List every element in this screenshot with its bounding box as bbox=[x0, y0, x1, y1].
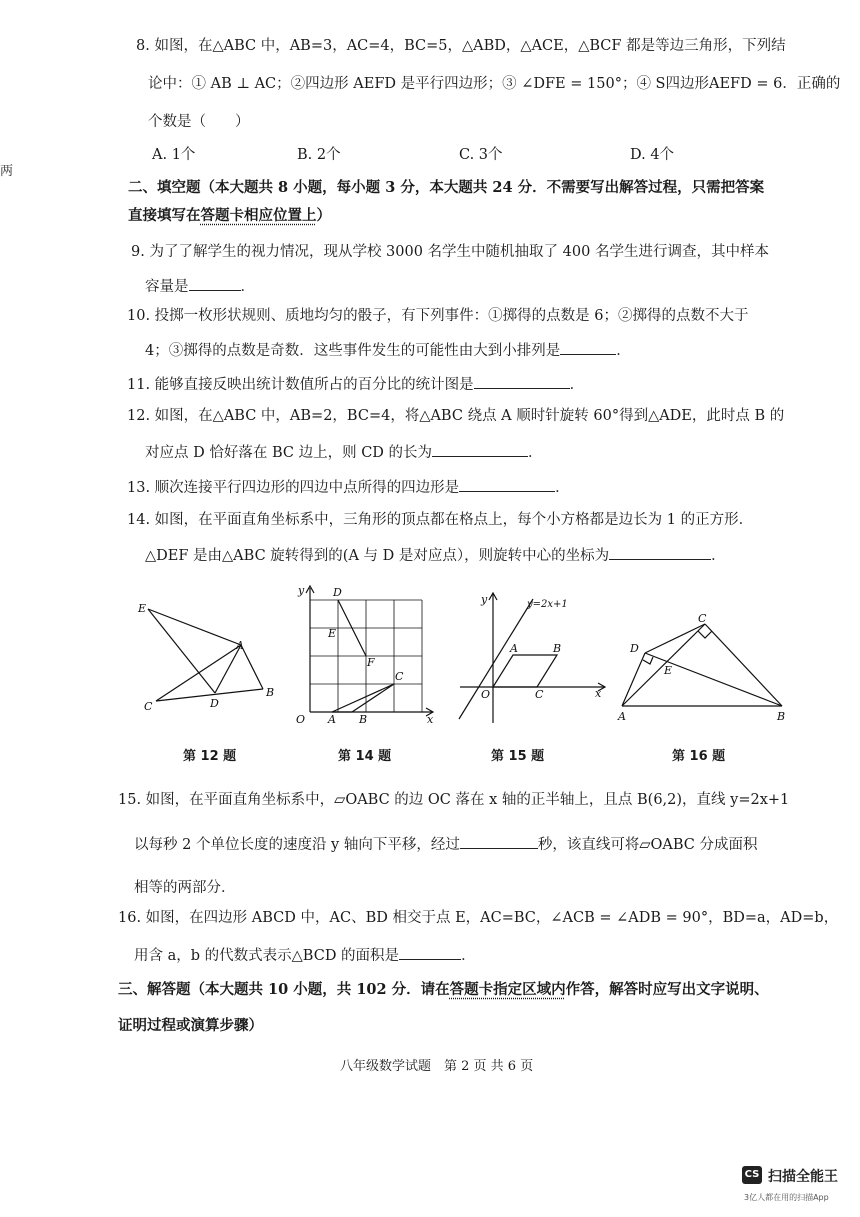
q10-answer-blank[interactable] bbox=[560, 340, 616, 355]
fig16-label-b: B bbox=[777, 710, 786, 723]
fig12-edge-ab bbox=[241, 645, 263, 689]
margin-char: 两 bbox=[0, 164, 14, 179]
q16-answer-blank[interactable] bbox=[399, 945, 461, 960]
q12-line1: 12. 如图，在△ABC 中，AB=2，BC=4，将△ABC 绕点 A 顺时针旋转 60°得到△ADE，此时点 B 的 bbox=[127, 408, 785, 424]
fig15-label-b: B bbox=[553, 642, 562, 655]
fig14-label-e: E bbox=[328, 627, 337, 640]
q8-line3: 个数是（ ） bbox=[148, 114, 250, 130]
q11-line1: 11. 能够直接反映出统计数值所占的百分比的统计图是 ． bbox=[127, 374, 584, 395]
fig14-label-y: y bbox=[298, 584, 305, 597]
figure-14 bbox=[292, 580, 442, 725]
q9-line2: 容量是 ． bbox=[145, 276, 255, 297]
fig16-edge-cb bbox=[705, 624, 782, 706]
fig15-label-line: y=2x+1 bbox=[527, 599, 568, 610]
fig15-caption: 第 15 题 bbox=[491, 749, 545, 764]
fig15-parallelogram bbox=[493, 655, 557, 687]
fig12-label-b: B bbox=[266, 686, 275, 699]
q8-line2: 论中：① AB ⊥ AC；②四边形 AEFD 是平行四边形；③ ∠DFE = 150°；④ S四边形AEFD = 6．正确的 bbox=[148, 76, 841, 92]
q11-answer-blank[interactable] bbox=[474, 374, 570, 389]
fig16-label-a: A bbox=[618, 710, 626, 723]
fig12-caption: 第 12 题 bbox=[183, 749, 237, 764]
q8-option-b: B. 2个 bbox=[297, 147, 341, 163]
fig16-edge-dc bbox=[645, 624, 705, 653]
fig14-label-o: O bbox=[296, 713, 306, 725]
q12-answer-blank[interactable] bbox=[432, 442, 528, 457]
fig14-label-b: B bbox=[359, 713, 368, 725]
figure-16 bbox=[612, 602, 792, 727]
fig12-label-c: C bbox=[144, 700, 153, 713]
fig14-label-x: x bbox=[427, 713, 434, 725]
q8-option-c: C. 3个 bbox=[459, 147, 503, 163]
q14-answer-blank[interactable] bbox=[609, 545, 711, 560]
q14-line2: △DEF 是由△ABC 旋转得到的(A 与 D 是对应点），则旋转中心的坐标为 ． bbox=[145, 545, 726, 566]
camscanner-name: 扫描全能王 bbox=[768, 1169, 838, 1185]
q13-answer-blank[interactable] bbox=[459, 477, 555, 492]
fig14-label-d: D bbox=[333, 586, 342, 599]
fig12-edge-ad bbox=[215, 645, 241, 693]
figure-15 bbox=[455, 585, 610, 725]
camscanner-logo: CS bbox=[742, 1166, 762, 1184]
q8-option-a: A. 1个 bbox=[152, 147, 196, 163]
fig12-label-a: A bbox=[236, 639, 244, 652]
fig15-label-c: C bbox=[535, 688, 544, 701]
q9-answer-blank[interactable] bbox=[189, 276, 241, 291]
page-footer: 八年级数学试题 第 2 页 共 6 页 bbox=[340, 1059, 534, 1074]
figure-12 bbox=[130, 592, 290, 722]
fig14-label-a: A bbox=[328, 713, 336, 725]
q16-line2: 用含 a，b 的代数式表示△BCD 的面积是 ． bbox=[134, 945, 476, 966]
q8-option-d: D. 4个 bbox=[630, 147, 675, 163]
q10-line2: 4；③掷得的点数是奇数．这些事件发生的可能性由大到小排列是 ． bbox=[145, 340, 631, 361]
fig16-right-angle-c bbox=[698, 631, 712, 638]
fig16-edge-db bbox=[645, 653, 782, 706]
section3-heading-line1: 三、解答题（本大题共 10 小题，共 102 分．请在答题卡指定区域内作答，解答时应写出文字说明、 bbox=[118, 981, 769, 998]
camscanner-slogan: 3亿人都在用的扫描App bbox=[744, 1193, 829, 1202]
fig16-label-c: C bbox=[698, 612, 707, 625]
q15-line3: 相等的两部分． bbox=[134, 880, 236, 896]
q15-line2: 以每秒 2 个单位长度的速度沿 y 轴向下平移，经过 秒，该直线可将▱OABC 分成面积 bbox=[134, 834, 758, 855]
q13-line1: 13. 顺次连接平行四边形的四边中点所得的四边形是 ． bbox=[127, 477, 570, 498]
fig16-label-d: D bbox=[630, 642, 639, 655]
q12-line2: 对应点 D 恰好落在 BC 边上，则 CD 的长为 ． bbox=[145, 442, 543, 463]
fig14-label-f: F bbox=[367, 656, 375, 669]
q8-line1: 8. 如图，在△ABC 中，AB=3，AC=4，BC=5，△ABD，△ACE，△BCF 都是等边三角形，下列结 bbox=[136, 38, 786, 54]
fig16-label-e: E bbox=[664, 664, 673, 677]
fig12-label-d: D bbox=[210, 697, 219, 710]
q16-line1: 16. 如图，在四边形 ABCD 中，AC、BD 相交于点 E，AC=BC，∠ACB = ∠ADB = 90°，BD=a，AD=b， bbox=[118, 910, 839, 926]
fig14-label-c: C bbox=[395, 670, 404, 683]
section2-heading-line2: 直接填写在答题卡相应位置上） bbox=[128, 207, 331, 224]
fig15-label-a: A bbox=[510, 642, 518, 655]
fig16-right-angle-d bbox=[643, 657, 653, 664]
q10-line1: 10. 投掷一枚形状规则、质地均匀的骰子，有下列事件：①掷得的点数是 6；②掷得的点数不大于 bbox=[127, 308, 749, 324]
fig15-label-o: O bbox=[481, 688, 491, 701]
fig16-caption: 第 16 题 bbox=[672, 749, 726, 764]
fig14-caption: 第 14 题 bbox=[338, 749, 392, 764]
q14-line1: 14. 如图，在平面直角坐标系中，三角形的顶点都在格点上，每个小方格都是边长为 1 的正方形． bbox=[127, 512, 754, 528]
fig15-line bbox=[459, 599, 533, 719]
fig15-label-y: y bbox=[481, 593, 488, 606]
fig12-label-e: E bbox=[138, 602, 147, 615]
q15-answer-blank[interactable] bbox=[460, 834, 538, 849]
q15-line1: 15. 如图，在平面直角坐标系中，▱OABC 的边 OC 落在 x 轴的正半轴上，且点 B(6,2)，直线 y=2x+1 bbox=[118, 792, 790, 808]
section3-heading-line2: 证明过程或演算步骤） bbox=[118, 1017, 263, 1034]
section2-heading-line1: 二、填空题（本大题共 8 小题，每小题 3 分，本大题共 24 分．不需要写出解答过程，只需把答案 bbox=[128, 179, 765, 196]
fig14-triangle-abc bbox=[332, 684, 394, 712]
fig16-edge-ad bbox=[622, 653, 645, 706]
q9-line1: 9. 为了了解学生的视力情况，现从学校 3000 名学生中随机抽取了 400 名学生进行调查，其中样本 bbox=[131, 244, 769, 260]
fig15-label-x: x bbox=[595, 687, 602, 700]
